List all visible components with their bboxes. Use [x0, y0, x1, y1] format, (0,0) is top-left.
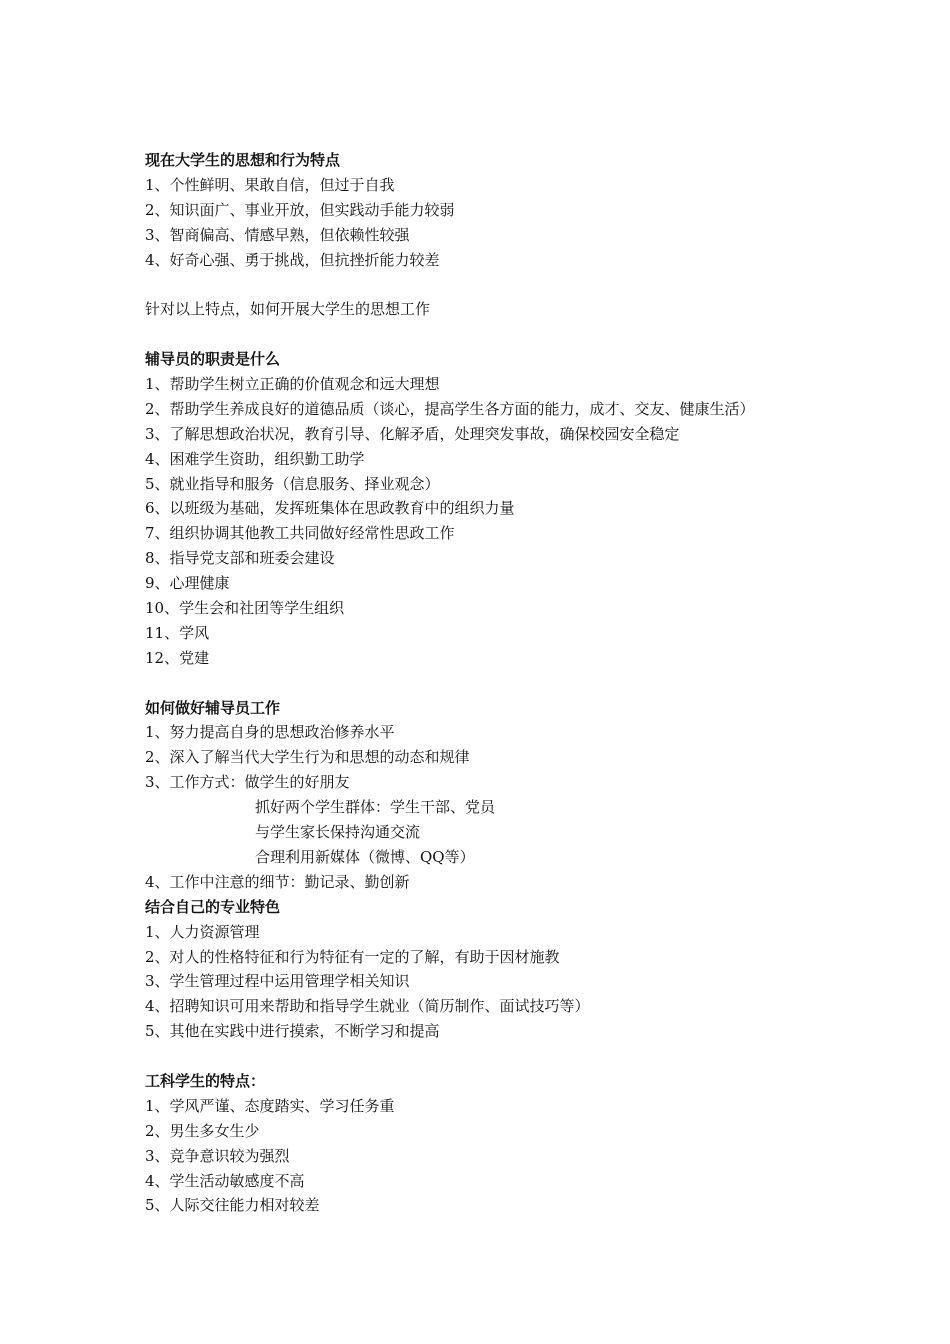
- sub-list-item: 与学生家长保持沟通交流: [255, 823, 421, 842]
- blank-line: [145, 272, 845, 297]
- list-item: 2、知识面广、事业开放，但实践动手能力较弱: [145, 200, 455, 219]
- list-item: 10、学生会和社团等学生组织: [145, 599, 345, 618]
- list-item: 1、学风严谨、态度踏实、学习任务重: [145, 1096, 395, 1115]
- list-item: 3、智商偏高、情感早熟，但依赖性较强: [145, 225, 410, 244]
- list-item: 2、深入了解当代大学生行为和思想的动态和规律: [145, 748, 470, 767]
- list-item: 8、指导党支部和班委会建设: [145, 549, 335, 568]
- list-item: 1、帮助学生树立正确的价值观念和远大理想: [145, 375, 440, 394]
- section-heading-how-to-work: 如何做好辅导员工作: [145, 698, 281, 717]
- list-item: 11、学风: [145, 623, 210, 642]
- list-item: 4、困难学生资助，组织勤工助学: [145, 449, 365, 468]
- list-item: 1、人力资源管理: [145, 922, 260, 941]
- list-item: 2、帮助学生养成良好的道德品质（谈心，提高学生各方面的能力，成才、交友、健康生活）: [145, 399, 755, 418]
- blank-line: [145, 322, 845, 347]
- list-item: 3、学生管理过程中运用管理学相关知识: [145, 972, 410, 991]
- list-item: 5、人际交往能力相对较差: [145, 1196, 320, 1215]
- list-item: 6、以班级为基础，发挥班集体在思政教育中的组织力量: [145, 499, 515, 518]
- document-page: [145, 148, 845, 1218]
- sub-list-item: 合理利用新媒体（微博、QQ等）: [255, 847, 475, 866]
- section-heading-counselor-duties: 辅导员的职责是什么: [145, 350, 281, 369]
- list-item: 1、努力提高自身的思想政治修养水平: [145, 723, 395, 742]
- list-item: 3、了解思想政治状况，教育引导、化解矛盾，处理突发事故，确保校园安全稳定: [145, 424, 680, 443]
- blank-line: [145, 1044, 845, 1069]
- list-item: 4、招聘知识可用来帮助和指导学生就业（简历制作、面试技巧等）: [145, 997, 590, 1016]
- list-item: 1、个性鲜明、果敢自信，但过于自我: [145, 175, 395, 194]
- list-item: 7、组织协调其他教工共同做好经常性思政工作: [145, 524, 455, 543]
- blank-line: [145, 671, 845, 696]
- section-heading-engineering-students: 工科学生的特点：: [145, 1071, 266, 1090]
- list-item: 5、其他在实践中进行摸索，不断学习和提高: [145, 1022, 440, 1041]
- sub-list-item: 抓好两个学生群体：学生干部、党员: [255, 798, 496, 817]
- list-item: 4、学生活动敏感度不高: [145, 1171, 305, 1190]
- section-heading-major-features: 结合自己的专业特色: [145, 897, 281, 916]
- list-item: 5、就业指导和服务（信息服务、择业观念）: [145, 474, 440, 493]
- list-item: 4、工作中注意的细节：勤记录、勤创新: [145, 872, 410, 891]
- list-item: 4、好奇心强、勇于挑战，但抗挫折能力较差: [145, 250, 440, 269]
- list-item: 2、对人的性格特征和行为特征有一定的了解，有助于因材施教: [145, 947, 560, 966]
- list-item: 2、男生多女生少: [145, 1121, 260, 1140]
- list-item: 3、竞争意识较为强烈: [145, 1146, 290, 1165]
- list-item: 9、心理健康: [145, 574, 230, 593]
- list-item: 12、党建: [145, 648, 210, 667]
- section-heading-student-traits: 现在大学生的思想和行为特点: [145, 151, 341, 169]
- transition-text: 针对以上特点，如何开展大学生的思想工作: [145, 300, 431, 319]
- list-item: 3、工作方式：做学生的好朋友: [145, 773, 350, 792]
